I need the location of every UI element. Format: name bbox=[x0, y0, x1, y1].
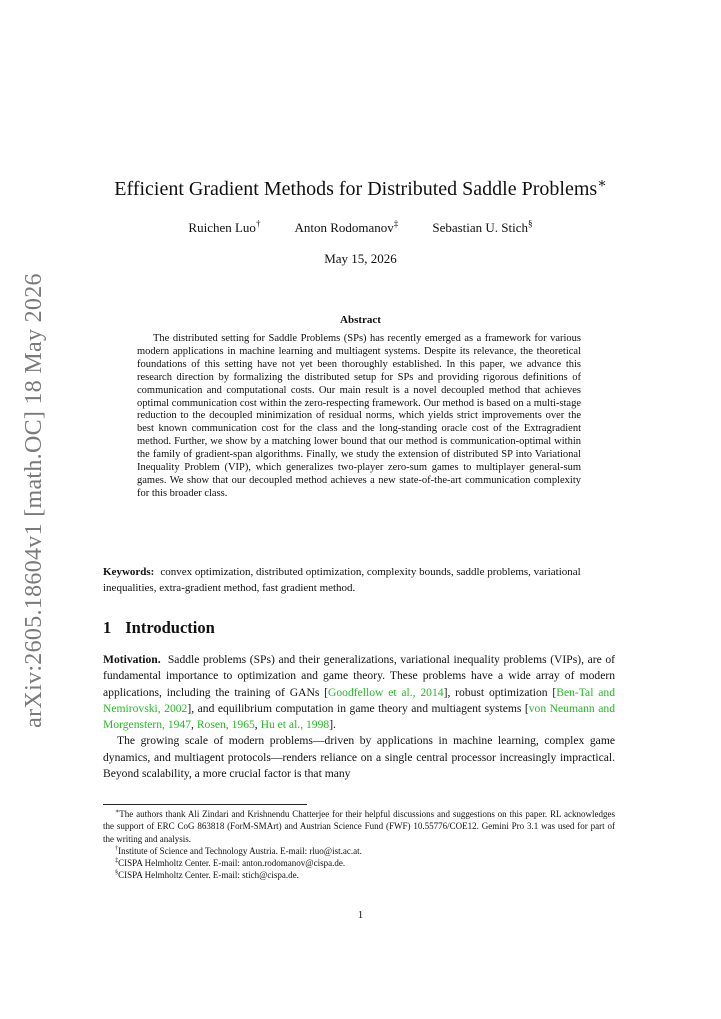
abstract-text: The distributed setting for Saddle Problems (SPs) has recently emerged as a framework for various modern applications in machine learning and multiagent systems. Despite its relevance, the theoretical foundations of this setting have not yet been thoroughly established. In this paper, we advance this research direction by formalizing the distributed setup for SPs and providing rigorous definitions of communication and computational costs. Our main result is a novel decoupled method that achieves optimal communication cost within the zero-respecting framework. Our method is based on a multi-stage reduction to the decoupled minimization of residual norms, which yields strict improvements over the best known communication cost for the class and the long-standing oracle cost of the Extragradient method. Further, we show by a matching lower bound that our method is communication-optimal within the family of gradient-span algorithms. Finally, we study the extension of distributed SP into Variational Inequality Problem (VIP), which generalizes two-player zero-sum games to multiplayer general-sum games. We show that our decoupled method achieves a new state-of-the-art communication complexity for this broader class. bbox=[137, 333, 581, 499]
arxiv-side-identifier bbox=[16, 272, 52, 728]
intro-body bbox=[103, 652, 615, 782]
citation-link[interactable]: Rosen, 1965 bbox=[196, 718, 255, 732]
arxiv-id-text: arXiv:2605.18604v1 [math.OC] 18 May 2026 bbox=[20, 272, 47, 728]
citation-link[interactable]: Goodfellow et al., 2014 bbox=[328, 685, 444, 699]
author: Sebastian U. Stich§ bbox=[432, 218, 533, 235]
paper-date: May 15, 2026 bbox=[324, 251, 397, 266]
keywords bbox=[103, 565, 615, 596]
section-heading bbox=[103, 618, 215, 638]
intro-paragraph: The growing scale of modern problems—driven by applications in machine learning, complex game dynamics, and multiagent protocols—renders reliance on a single central processor increasingly impractical. Beyond scalability, a more crucial factor is that many bbox=[103, 734, 615, 781]
section-number: 1 bbox=[103, 618, 112, 637]
author: Ruichen Luo† bbox=[188, 218, 261, 235]
author-list bbox=[80, 220, 641, 236]
citation-link[interactable]: von Neumann and Morgenstern, 1947 bbox=[103, 701, 615, 732]
author: Anton Rodomanov‡ bbox=[294, 218, 399, 235]
citation-link[interactable]: Hu et al., 1998 bbox=[260, 718, 330, 732]
motivation-label: Motivation. bbox=[103, 653, 161, 666]
keywords-text: convex optimization, distributed optimization, complexity bounds, saddle problems, variational inequalities, extra-gradient method, fast gradient method. bbox=[103, 566, 581, 594]
page-number: 1 bbox=[357, 909, 364, 921]
section-title: Introduction bbox=[125, 618, 215, 637]
footnote: ∗The authors thank Ali Zindari and Krishnendu Chatterjee for their helpful discussions and suggestions on this paper. RL acknowledges the support of ERC CoG 863818 (ForM-SMArt) and Austrian Science Fund (FWF) 10.55776/COE12. Gemini Pro 3.1 was used for part of the writing and analysis. bbox=[103, 808, 615, 844]
citation-link[interactable]: Ben-Tal and Nemirovski, 2002 bbox=[103, 685, 615, 715]
footnotes bbox=[103, 808, 615, 882]
intro-paragraph: Motivation. Saddle problems (SPs) and their generalizations, variational inequality problems (VIPs), are of fundamental importance to optimization and game theory. These problems have a wide array of modern applications, including the training of GANs [Goodfellow et al., 2014], robust optimization [Ben-Tal and Nemirovski, 2002], and equilibrium computation in game theory and multiagent systems [von Neumann and Morgenstern, 1947, Rosen, 1965, Hu et al., 1998]. bbox=[103, 653, 616, 732]
footnote-divider bbox=[103, 804, 307, 805]
footnote: ‡CISPA Helmholtz Center. E-mail: anton.rodomanov@cispa.de. bbox=[115, 857, 346, 869]
paper-title bbox=[80, 178, 641, 201]
title-text: Efficient Gradient Methods for Distributed Saddle Problems bbox=[114, 178, 598, 200]
abstract-heading: Abstract bbox=[340, 314, 381, 326]
footnote: §CISPA Helmholtz Center. E-mail: stich@cispa.de. bbox=[115, 869, 299, 881]
title-footnote-mark: ∗ bbox=[597, 176, 607, 192]
footnote: †Institute of Science and Technology Austria. E-mail: rluo@ist.ac.at. bbox=[115, 844, 362, 856]
keywords-label: Keywords: bbox=[103, 566, 155, 578]
